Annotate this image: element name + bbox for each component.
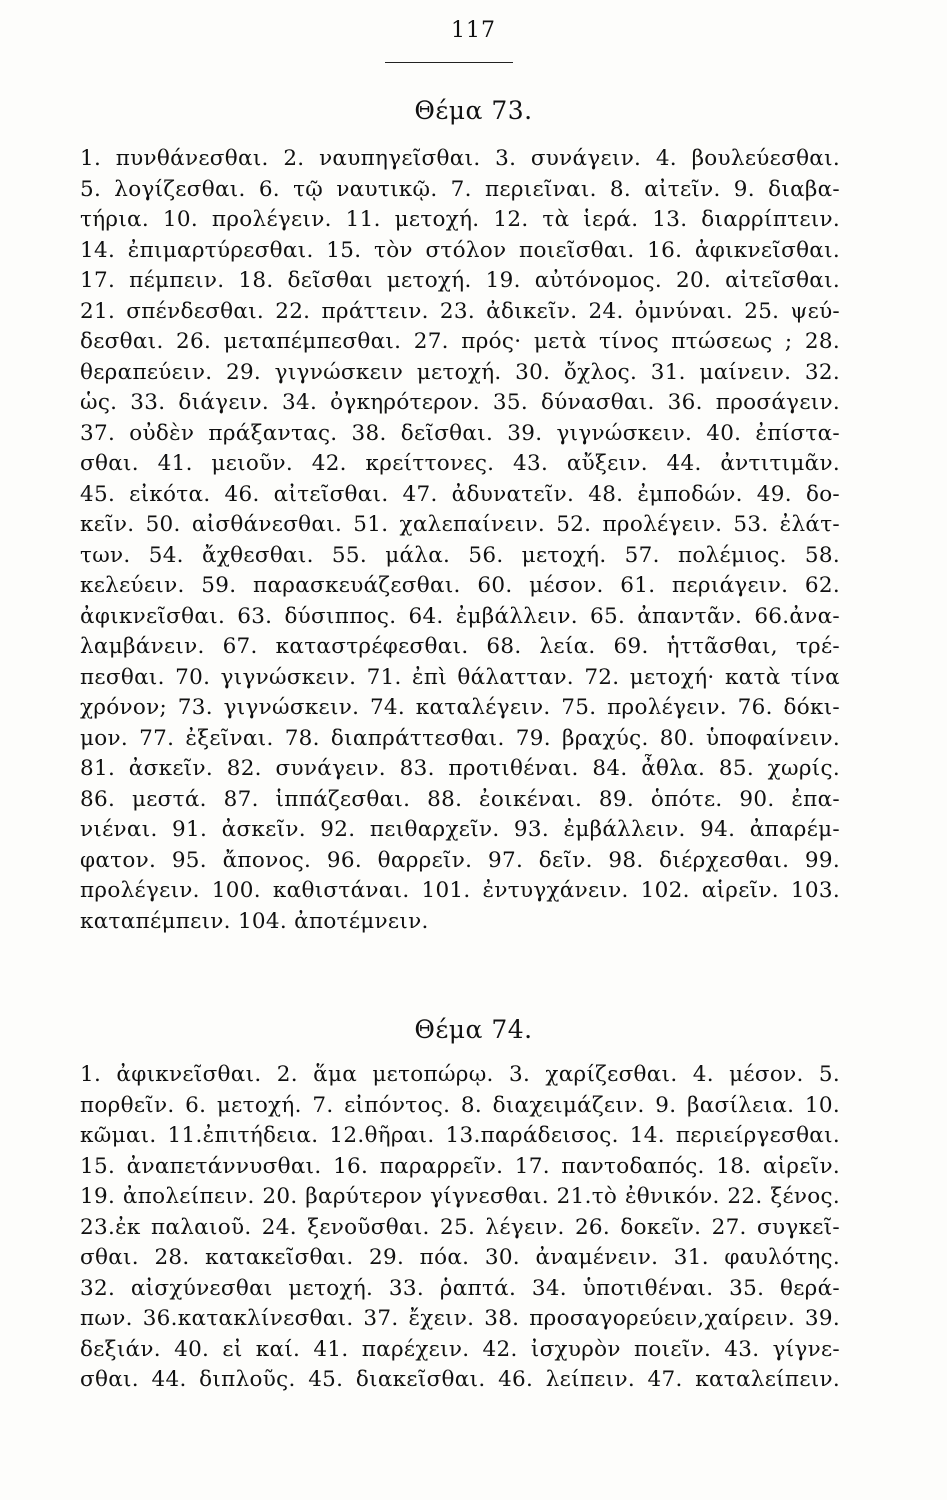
section-body-73 <box>80 144 840 937</box>
text-line: κελεύειν. 59. παρασκευάζεσθαι. 60. μέσον. 61. περιάγειν. 62. <box>80 573 840 598</box>
page-number: 117 <box>451 18 496 43</box>
text-line: 1. ἀφικνεῖσθαι. 2. ἅμα μετοπώρῳ. 3. χαρίζεσθαι. 4. μέσον. 5. <box>80 1062 840 1087</box>
text-line: των. 54. ἄχθεσθαι. 55. μάλα. 56. μετοχή. 57. πολέμιος. 58. <box>80 542 840 568</box>
text-line: 17. πέμπειν. 18. δεῖσθαι μετοχή. 19. αὐτόνομος. 20. αἰτεῖσθαι. <box>80 268 840 293</box>
text-line: 86. μεστά. 87. ἱππάζεσθαι. 88. ἐοικέναι. 89. ὁπότε. 90. ἐπα- <box>80 786 840 812</box>
text-line: 21. σπένδεσθαι. 22. πράττειν. 23. ἀδικεῖν. 24. ὀμνύναι. 25. ψεύ- <box>80 298 840 324</box>
text-line: πων. 36.κατακλίνεσθαι. 37. ἔχειν. 38. προσαγορεύειν,χαίρειν. 39. <box>80 1306 840 1331</box>
text-line: χρόνον; 73. γιγνώσκειν. 74. καταλέγειν. 75. προλέγειν. 76. δόκι- <box>80 695 840 720</box>
text-line: 45. εἰκότα. 46. αἰτεῖσθαι. 47. ἀδυνατεῖν. 48. ἐμποδών. 49. δο- <box>80 481 840 507</box>
text-line: 23.ἐκ παλαιοῦ. 24. ξενοῦσθαι. 25. λέγειν. 26. δοκεῖν. 27. συγκεῖ- <box>80 1214 840 1240</box>
text-line: δεξιάν. 40. εἰ καί. 41. παρέχειν. 42. ἰσχυρὸν ποιεῖν. 43. γίγνε- <box>80 1336 840 1362</box>
text-line: 81. ἀσκεῖν. 82. συνάγειν. 83. προτιθέναι. 84. ἆθλα. 85. χωρίς. <box>80 756 840 781</box>
text-line: ὡς. 33. διάγειν. 34. ὀγκηρότερον. 35. δύνασθαι. 36. προσάγειν. <box>80 390 840 415</box>
text-line: 5. λογίζεσθαι. 6. τῷ ναυτικῷ. 7. περιεῖναι. 8. αἰτεῖν. 9. διαβα- <box>80 176 840 202</box>
text-line: ἀφικνεῖσθαι. 63. δύσιππος. 64. ἐμβάλλειν. 65. ἀπαντᾶν. 66.ἀνα- <box>80 603 840 629</box>
section-heading-74: Θέμα 74. <box>414 1015 533 1044</box>
text-line: λαμβάνειν. 67. καταστρέφεσθαι. 68. λεία. 69. ἡττᾶσθαι, τρέ- <box>80 634 840 659</box>
text-line: τήρια. 10. προλέγειν. 11. μετοχή. 12. τὰ ἱερά. 13. διαρρίπτειν. <box>80 207 840 232</box>
text-line: καταπέμπειν. 104. ἀποτέμνειν. <box>80 908 429 934</box>
text-line: κῶμαι. 11.ἐπιτήδεια. 12.θῆραι. 13.παράδεισος. 14. περιείργεσθαι. <box>80 1123 840 1148</box>
text-line: 14. ἐπιμαρτύρεσθαι. 15. τὸν στόλον ποιεῖσθαι. 16. ἀφικνεῖσθαι. <box>80 237 840 263</box>
text-line: 32. αἰσχύνεσθαι μετοχή. 33. ῥαπτά. 34. ὑποτιθέναι. 35. θερά- <box>80 1275 840 1301</box>
text-line: πορθεῖν. 6. μετοχή. 7. εἰπόντος. 8. διαχειμάζειν. 9. βασίλεια. 10. <box>80 1092 840 1118</box>
text-line: κεῖν. 50. αἰσθάνεσθαι. 51. χαλεπαίνειν. 52. προλέγειν. 53. ἐλάτ- <box>80 512 840 537</box>
text-line: 1. πυνθάνεσθαι. 2. ναυπηγεῖσθαι. 3. συνάγειν. 4. βουλεύεσθαι. <box>80 146 840 171</box>
text-line: προλέγειν. 100. καθιστάναι. 101. ἐντυγχάνειν. 102. αἱρεῖν. 103. <box>80 878 840 903</box>
text-line: σθαι. 44. διπλοῦς. 45. διακεῖσθαι. 46. λείπειν. 47. καταλείπειν. <box>80 1367 840 1392</box>
section-heading-73: Θέμα 73. <box>414 96 533 125</box>
text-line: φατον. 95. ἄπονος. 96. θαρρεῖν. 97. δεῖν. 98. διέρχεσθαι. 99. <box>80 847 840 873</box>
text-line: πεσθαι. 70. γιγνώσκειν. 71. ἐπὶ θάλατταν. 72. μετοχή· κατὰ τίνα <box>80 664 840 690</box>
text-line: δεσθαι. 26. μεταπέμπεσθαι. 27. πρός· μετὰ τίνος πτώσεως ; 28. <box>80 329 840 354</box>
text-line: σθαι. 28. κατακεῖσθαι. 29. πόα. 30. ἀναμένειν. 31. φαυλότης. <box>80 1245 840 1270</box>
text-line: μον. 77. ἐξεῖναι. 78. διαπράττεσθαι. 79. βραχύς. 80. ὑποφαίνειν. <box>80 725 840 751</box>
text-line: νιέναι. 91. ἀσκεῖν. 92. πειθαρχεῖν. 93. ἐμβάλλειν. 94. ἀπαρέμ- <box>80 817 840 842</box>
text-line: 15. ἀναπετάννυσθαι. 16. παραρρεῖν. 17. παντοδαπός. 18. αἱρεῖν. <box>80 1153 840 1179</box>
text-line: σθαι. 41. μειοῦν. 42. κρείττονες. 43. αὔξειν. 44. ἀντιτιμᾶν. <box>80 451 840 476</box>
text-line: 37. οὐδὲν πράξαντας. 38. δεῖσθαι. 39. γιγνώσκειν. 40. ἐπίστα- <box>80 420 840 446</box>
text-line: 19. ἀπολείπειν. 20. βαρύτερον γίγνεσθαι. 21.τὸ ἐθνικόν. 22. ξένος. <box>80 1184 840 1209</box>
text-line: θεραπεύειν. 29. γιγνώσκειν μετοχή. 30. ὄχλος. 31. μαίνειν. 32. <box>80 359 840 385</box>
header-rule <box>385 62 513 63</box>
section-body-74 <box>80 1060 840 1396</box>
